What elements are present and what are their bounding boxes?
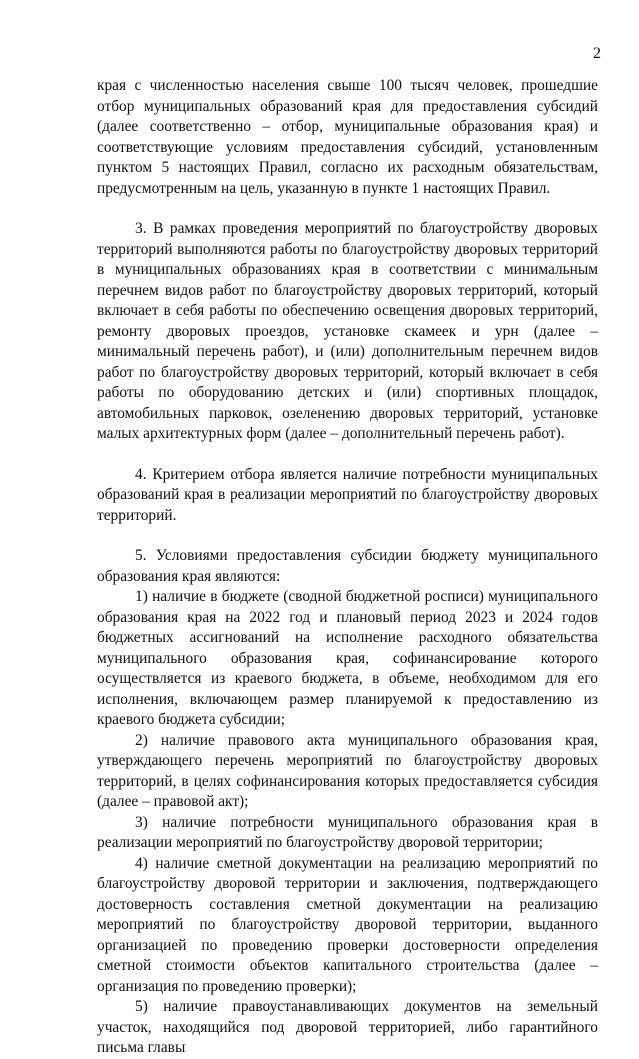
paragraph-item-4: 4. Критерием отбора является наличие потребности муниципальных образований края в реализации мероприятий по благоустройству дворовых территорий.: [97, 465, 598, 524]
subitem-5-2: 2) наличие правового акта муниципального образования края, утверждающего перечень мероприятий по благоустройству дворовых территорий, в целях софинансирования которых предоставляется субсидия (далее – правовой акт);: [97, 731, 598, 810]
paragraph-continuation: края с численностью населения свыше 100 тысяч человек, прошедшие отбор муниципальных образований края для предоставления субсидий (далее соответственно – отбор, муниципальные образования края) и соответствующие условиям предоставления субсидий, установленным пунктом 5 настоящих Правил, согласно их расходным обязательствам, предусмотренным на цель, указанную в пункте 1 настоящих Правил.: [97, 77, 598, 197]
subitem-5-4: 4) наличие сметной документации на реализацию мероприятий по благоустройству дворовой территории и заключения, подтверждающего достоверность составления сметной документации на реализацию мероприятий по благоустройству дворовой территории, выданного организацией по проведению проверки достоверности определения сметной стоимости объектов капитального строительства (далее – организация по проведению проверки);: [97, 854, 598, 995]
subitem-5-5: 5) наличие правоустанавливающих документов на земельный участок, находящийся под дворовой территорией, либо гарантийного письма главы: [97, 998, 598, 1056]
paragraph-item-5: 5. Условиями предоставления субсидии бюджету муниципального образования края являются:: [97, 547, 598, 585]
paragraph-item-3: 3. В рамках проведения мероприятий по благоустройству дворовых территорий выполняются работы по благоустройству дворовых территорий в муниципальных образованиях края в соответствии с минимальным перечнем видов работ по благоустройству дворовых территорий, который включает в себя работы по обеспечению освещения дворовых территорий, ремонту дворовых проездов, установке скамеек и урн (далее – минимальный перечень работ), и (или) дополнительным перечнем видов работ по благоустройству дворовых территорий, который включает в себя работы по оборудованию детских и (или) спортивных площадок, автомобильных парковок, озеленению дворовых территорий, установке малых архитектурных форм (далее – дополнительный перечень работ).: [97, 220, 598, 442]
subitem-5-1: 1) наличие в бюджете (сводной бюджетной росписи) муниципального образования края на 2022 год и плановый период 2023 и 2024 годов бюджетных ассигнований на исполнение расходного обязательства муниципального образования края, софинансирование которого осуществляется из краевого бюджета, в объеме, необходимом для его исполнения, включающем размер планируемой к предоставлению из краевого бюджета субсидии;: [97, 588, 598, 728]
document-body: [97, 76, 598, 1059]
subitem-5-3: 3) наличие потребности муниципального образования края в реализации мероприятий по благоустройству дворовой территории;: [97, 813, 598, 851]
page-number: 2: [593, 45, 601, 62]
